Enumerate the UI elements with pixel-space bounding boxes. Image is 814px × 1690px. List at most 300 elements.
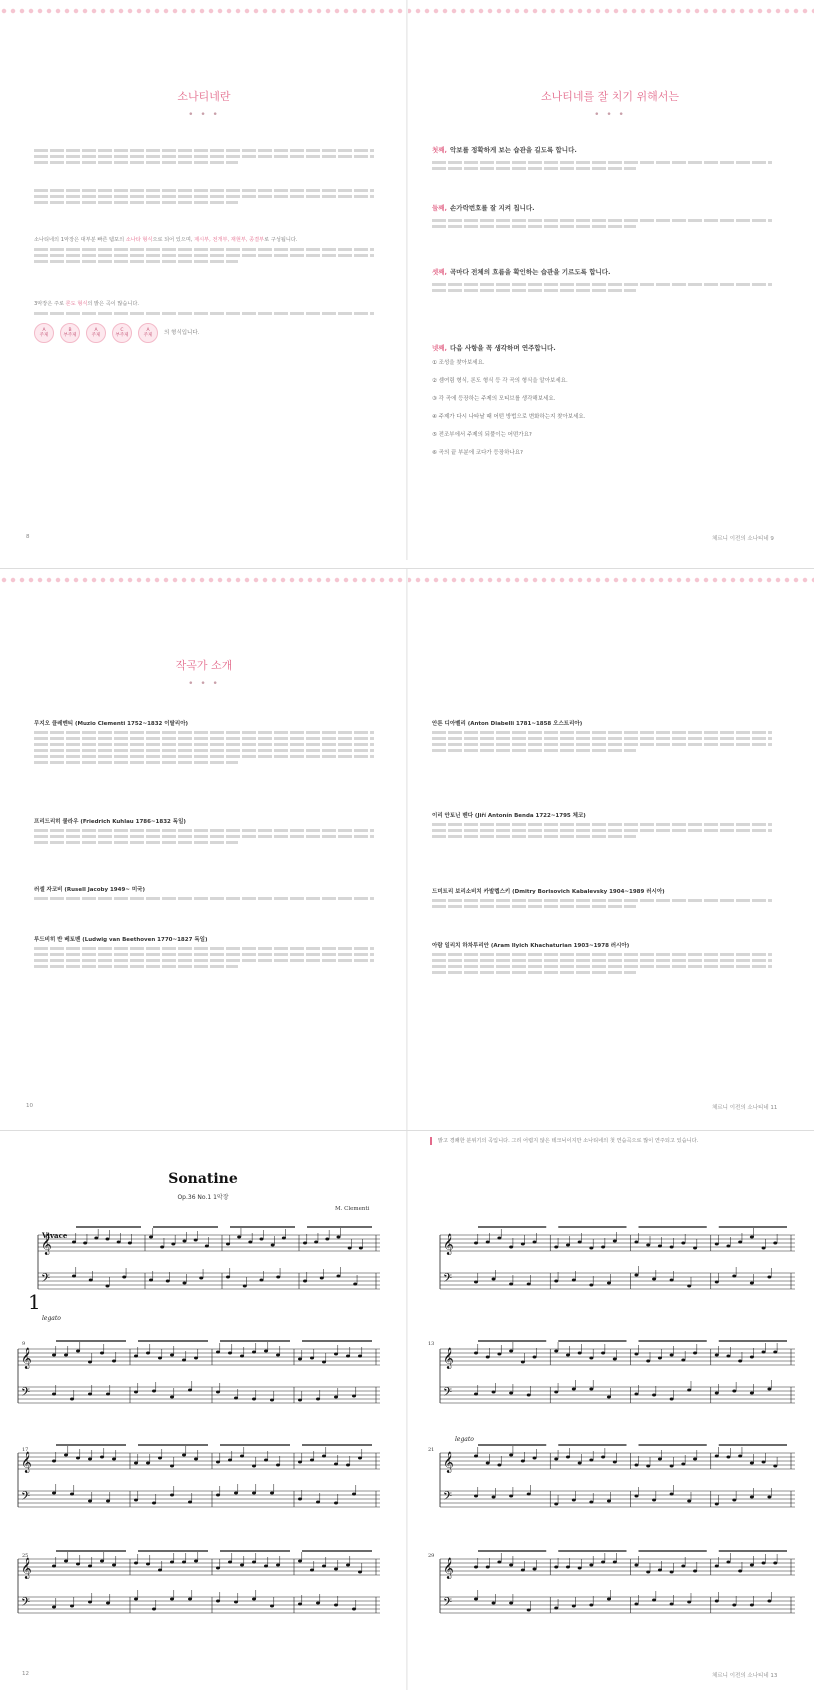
note-head	[334, 1396, 338, 1399]
note-head	[353, 1283, 357, 1286]
note-head	[635, 1603, 639, 1606]
checklist-item: ⑥ 곡의 끝 부분에 코다가 등장하나요?	[432, 450, 523, 456]
note-head	[134, 1499, 138, 1502]
note-head	[117, 1241, 121, 1244]
note-head	[670, 1354, 674, 1357]
note-head	[554, 1280, 558, 1283]
note-head	[670, 1493, 674, 1496]
note-head	[635, 1241, 639, 1244]
composer-entry: 러셀 자코비 (Rusell Jacoby 1949~ 미국)	[34, 885, 374, 903]
note-head	[589, 1564, 593, 1567]
note-head	[226, 1243, 230, 1246]
note-head	[282, 1237, 286, 1240]
note-head	[310, 1459, 314, 1462]
note-head	[88, 1565, 92, 1568]
note-head	[474, 1281, 478, 1284]
note-head	[228, 1561, 232, 1564]
spread-composers	[0, 568, 814, 1131]
note-head	[226, 1276, 230, 1279]
note-head	[738, 1455, 742, 1458]
note-head	[715, 1503, 719, 1506]
note-head	[554, 1503, 558, 1506]
treble-clef: 𝄞	[443, 1348, 454, 1369]
note-head	[52, 1393, 56, 1396]
note-head	[70, 1398, 74, 1401]
note-head	[474, 1566, 478, 1569]
paragraph-4: 3악장은 주로 론도 형식의 밝은 곡이 많습니다. A 주제 B 부주제 A 주제 C 부주제 A 주제 의 형식입니다.	[34, 300, 374, 343]
section-title-sonatina: 소나티네란 • • •	[177, 90, 231, 120]
note-head	[715, 1600, 719, 1603]
note-head	[486, 1241, 490, 1244]
note-head	[635, 1464, 639, 1467]
note-head	[762, 1461, 766, 1464]
note-head	[52, 1460, 56, 1463]
note-head	[773, 1242, 777, 1245]
treble-clef: 𝄞	[443, 1234, 454, 1255]
note-head	[715, 1392, 719, 1395]
note-head	[352, 1608, 356, 1611]
note-head	[320, 1277, 324, 1280]
note-head	[194, 1458, 198, 1461]
note-head	[334, 1353, 338, 1356]
note-head	[738, 1241, 742, 1244]
note-head	[100, 1560, 104, 1563]
checklist-item: ③ 각 곡에 등장하는 주제의 모티브를 생각해보세요.	[432, 396, 556, 402]
note-head	[732, 1275, 736, 1278]
note-head	[88, 1393, 92, 1396]
note-head	[726, 1456, 730, 1459]
note-head	[732, 1499, 736, 1502]
note-head	[352, 1493, 356, 1496]
note-head	[243, 1285, 247, 1288]
grand-staff-brace: 1	[28, 1290, 41, 1314]
note-head	[607, 1500, 611, 1503]
note-head	[322, 1455, 326, 1458]
note-head	[767, 1276, 771, 1279]
note-head	[589, 1604, 593, 1607]
note-head	[149, 1236, 153, 1239]
note-head	[670, 1465, 674, 1468]
note-head	[348, 1247, 352, 1250]
note-head	[170, 1561, 174, 1564]
treble-clef: 𝄞	[443, 1558, 454, 1579]
note-head	[715, 1565, 719, 1568]
note-head	[252, 1351, 256, 1354]
note-head	[658, 1458, 662, 1461]
note-head	[264, 1459, 268, 1462]
note-head	[264, 1565, 268, 1568]
treble-clef: 𝄞	[21, 1452, 32, 1473]
note-head	[554, 1607, 558, 1610]
note-head	[773, 1465, 777, 1468]
note-head	[160, 1246, 164, 1249]
note-head	[314, 1241, 318, 1244]
note-head	[234, 1397, 238, 1400]
note-head	[359, 1247, 363, 1250]
note-head	[474, 1393, 478, 1396]
note-head	[146, 1462, 150, 1465]
note-head	[346, 1564, 350, 1567]
note-head	[497, 1561, 501, 1564]
note-head	[182, 1454, 186, 1457]
note-head	[497, 1353, 501, 1356]
note-head	[106, 1500, 110, 1503]
note-head	[652, 1394, 656, 1397]
note-head	[693, 1458, 697, 1461]
note-head	[589, 1388, 593, 1391]
note-head	[146, 1352, 150, 1355]
bass-clef: 𝄢	[21, 1596, 31, 1612]
note-head	[100, 1352, 104, 1355]
composer-entry: 이리 안토닌 벤다 (Jiří Antonín Benda 1722~1795 체코)	[432, 811, 772, 841]
note-head	[681, 1565, 685, 1568]
note-head	[726, 1245, 730, 1248]
note-head	[572, 1279, 576, 1282]
rondo-form-diagram	[34, 323, 374, 343]
note-head	[474, 1242, 478, 1245]
note-head	[276, 1564, 280, 1567]
note-head	[337, 1236, 341, 1239]
note-head	[492, 1391, 496, 1394]
note-head	[521, 1569, 525, 1572]
note-head	[298, 1358, 302, 1361]
note-head	[188, 1501, 192, 1504]
composer-entry: 아람 일리치 하차투리안 (Aram Ilyich Khachaturian 1903~1978 러시아)	[432, 941, 772, 977]
checklist-item: ⑤ 전조부에서 주제의 되풀이는 어떤가요?	[432, 432, 532, 438]
bass-clef: 𝄢	[21, 1490, 31, 1506]
page-number-right: 체르니 이전의 소나티네 11	[712, 1105, 778, 1111]
note-head	[252, 1398, 256, 1401]
measure-number: 17	[22, 1447, 29, 1453]
note-head	[112, 1458, 116, 1461]
note-head	[337, 1275, 341, 1278]
score-composer: M. Clementi	[335, 1206, 370, 1212]
note-head	[521, 1243, 525, 1246]
bass-clef: 𝄢	[443, 1490, 453, 1506]
note-head	[76, 1457, 80, 1460]
note-head	[234, 1492, 238, 1495]
note-head	[578, 1462, 582, 1465]
note-head	[152, 1390, 156, 1393]
note-head	[334, 1463, 338, 1466]
note-head	[270, 1492, 274, 1495]
note-head	[607, 1598, 611, 1601]
note-head	[276, 1464, 280, 1467]
form-circle: B 부주제	[60, 323, 80, 343]
treble-clef: 𝄞	[21, 1558, 32, 1579]
bass-clef: 𝄢	[443, 1386, 453, 1402]
note-head	[72, 1241, 76, 1244]
note-head	[635, 1353, 639, 1356]
note-head	[216, 1351, 220, 1354]
measure-number: 29	[428, 1553, 435, 1559]
note-head	[601, 1561, 605, 1564]
note-head	[578, 1352, 582, 1355]
note-head	[533, 1457, 537, 1460]
composer-entry: 안톤 디아벨리 (Anton Diabelli 1781~1858 오스트리아)	[432, 719, 772, 755]
note-head	[527, 1283, 531, 1286]
note-head	[566, 1354, 570, 1357]
note-head	[521, 1361, 525, 1364]
note-head	[216, 1391, 220, 1394]
note-head	[715, 1354, 719, 1357]
note-head	[298, 1399, 302, 1402]
note-head	[188, 1598, 192, 1601]
note-head	[106, 1393, 110, 1396]
note-head	[762, 1247, 766, 1250]
note-head	[613, 1240, 617, 1243]
note-head	[572, 1388, 576, 1391]
note-head	[635, 1274, 639, 1277]
note-head	[726, 1355, 730, 1358]
note-head	[474, 1495, 478, 1498]
note-head	[334, 1502, 338, 1505]
note-head	[750, 1392, 754, 1395]
note-head	[687, 1601, 691, 1604]
note-head	[738, 1360, 742, 1363]
section-title-tips: 소나티네를 잘 치기 위해서는 • • •	[540, 90, 679, 120]
page-number-right: 체르니 이전의 소나티네 13	[712, 1673, 778, 1679]
note-head	[670, 1571, 674, 1574]
note-head	[76, 1350, 80, 1353]
note-head	[607, 1282, 611, 1285]
note-head	[264, 1350, 268, 1353]
note-head	[646, 1465, 650, 1468]
checklist-item: ④ 주제가 다시 나타날 때 어떤 방법으로 변화하는지 찾아보세요.	[432, 414, 586, 420]
note-head	[613, 1561, 617, 1564]
note-head	[100, 1456, 104, 1459]
note-head	[474, 1455, 478, 1458]
note-head	[589, 1247, 593, 1250]
note-head	[276, 1354, 280, 1357]
note-head	[216, 1461, 220, 1464]
page-number-left: 8	[26, 534, 30, 540]
note-head	[521, 1460, 525, 1463]
note-head	[492, 1278, 496, 1281]
form-circle: A 주제	[138, 323, 158, 343]
note-head	[572, 1499, 576, 1502]
note-head	[134, 1391, 138, 1394]
note-head	[183, 1282, 187, 1285]
note-head	[670, 1603, 674, 1606]
note-head	[652, 1499, 656, 1502]
note-head	[750, 1356, 754, 1359]
note-head	[237, 1236, 241, 1239]
note-head	[149, 1279, 153, 1282]
note-head	[509, 1602, 513, 1605]
note-head	[112, 1360, 116, 1363]
paragraph-2	[34, 186, 374, 207]
note-head	[152, 1608, 156, 1611]
note-head	[681, 1242, 685, 1245]
note-head	[303, 1242, 307, 1245]
note-head	[687, 1285, 691, 1288]
note-head	[171, 1243, 175, 1246]
note-head	[646, 1360, 650, 1363]
note-head	[497, 1237, 501, 1240]
note-head	[316, 1398, 320, 1401]
note-head	[52, 1492, 56, 1495]
note-head	[750, 1496, 754, 1499]
note-head	[652, 1278, 656, 1281]
bass-clef: 𝄢	[443, 1272, 453, 1288]
note-head	[182, 1359, 186, 1362]
note-head	[533, 1568, 537, 1571]
note-head	[773, 1351, 777, 1354]
note-head	[566, 1244, 570, 1247]
note-head	[170, 1396, 174, 1399]
note-head	[715, 1281, 719, 1284]
note-head	[228, 1459, 232, 1462]
note-head	[486, 1462, 490, 1465]
note-head	[693, 1352, 697, 1355]
note-head	[170, 1354, 174, 1357]
note-head	[509, 1564, 513, 1567]
bass-clef: 𝄢	[41, 1272, 51, 1288]
note-head	[750, 1282, 754, 1285]
note-head	[474, 1598, 478, 1601]
note-head	[298, 1603, 302, 1606]
page-number-left: 12	[22, 1671, 29, 1677]
note-head	[216, 1494, 220, 1497]
note-head	[607, 1396, 611, 1399]
page-gutter	[406, 569, 408, 1131]
composer-entry: 프리드리히 쿨라우 (Friedrich Kuhlau 1786~1832 독일)	[34, 817, 374, 847]
note-head	[635, 1564, 639, 1567]
note-head	[298, 1461, 302, 1464]
note-head	[303, 1280, 307, 1283]
note-head	[492, 1602, 496, 1605]
note-head	[658, 1245, 662, 1248]
note-head	[527, 1394, 531, 1397]
note-head	[276, 1276, 280, 1279]
form-circle: C 부주제	[112, 323, 132, 343]
measure-number: 13	[428, 1341, 435, 1347]
note-head	[652, 1599, 656, 1602]
note-head	[76, 1563, 80, 1566]
note-head	[52, 1354, 56, 1357]
note-head	[762, 1351, 766, 1354]
note-head	[298, 1498, 302, 1501]
note-head	[578, 1241, 582, 1244]
note-head	[316, 1602, 320, 1605]
note-head	[509, 1454, 513, 1457]
form-caption: 의 형식입니다.	[164, 329, 200, 336]
composer-entry: 무지오 클레멘티 (Muzio Clementi 1752~1832 이탈리아)	[34, 719, 374, 767]
note-head	[658, 1569, 662, 1572]
note-head	[509, 1283, 513, 1286]
note-head	[64, 1560, 68, 1563]
note-head	[158, 1569, 162, 1572]
note-head	[566, 1566, 570, 1569]
note-head	[533, 1356, 537, 1359]
note-head	[128, 1242, 132, 1245]
paragraph-1	[34, 146, 374, 167]
note-head	[509, 1495, 513, 1498]
bass-clef: 𝄢	[21, 1386, 31, 1402]
note-head	[240, 1355, 244, 1358]
note-head	[554, 1246, 558, 1249]
treble-clef: 𝄞	[21, 1348, 32, 1369]
note-head	[183, 1240, 187, 1243]
note-head	[182, 1561, 186, 1564]
note-head	[762, 1562, 766, 1565]
practice-note: 밝고 경쾌한 분위기의 곡입니다. 그리 어렵지 않은 테크닉이지만 소나티네의 첫 연습곡으로 많이 연주되고 있습니다.	[430, 1137, 798, 1145]
note-head	[146, 1563, 150, 1566]
note-head	[72, 1275, 76, 1278]
note-head	[89, 1279, 93, 1282]
note-head	[715, 1455, 719, 1458]
note-head	[252, 1598, 256, 1601]
note-head	[94, 1237, 98, 1240]
note-head	[52, 1565, 56, 1568]
treble-clef: 𝄞	[41, 1234, 52, 1255]
note-head	[635, 1495, 639, 1498]
note-head	[194, 1239, 198, 1242]
form-circle: A 주제	[34, 323, 54, 343]
note-head	[88, 1458, 92, 1461]
spread-score	[0, 1130, 814, 1690]
note-head	[635, 1393, 639, 1396]
note-head	[106, 1602, 110, 1605]
note-head	[64, 1454, 68, 1457]
note-head	[170, 1598, 174, 1601]
note-head	[170, 1465, 174, 1468]
note-head	[646, 1571, 650, 1574]
bass-clef: 𝄢	[443, 1596, 453, 1612]
note-head	[670, 1398, 674, 1401]
note-head	[572, 1605, 576, 1608]
sheet-music	[0, 1131, 814, 1690]
note-head	[52, 1606, 56, 1609]
note-head	[346, 1355, 350, 1358]
measure-number: 9	[22, 1341, 26, 1347]
note-head	[726, 1561, 730, 1564]
note-head	[252, 1492, 256, 1495]
checklist-item: ① 조성을 찾아보세요.	[432, 360, 485, 366]
note-head	[687, 1389, 691, 1392]
note-head	[358, 1355, 362, 1358]
note-head	[589, 1357, 593, 1360]
page-number-left: 10	[26, 1103, 33, 1109]
note-head	[693, 1570, 697, 1573]
tip-4: 넷째, 다음 사항을 꼭 생각하며 연주합니다. ① 조성을 찾아보세요. ② 셈여림 형식, 론도 형식 등 각 곡의 형식을 알아보세요. ③ 각 곡에 등장하는 주제의 모티브를 생각해보세요. ④ 주제가 다시 나타날 때 어떤 방법으로 변화하는지 찾아보세요. ⑤ 전조부에서 주제의 되풀이는 어떤가요? ⑥ 곡의 끝 부분에 코다가 등장하나요?	[432, 344, 772, 467]
note-head	[106, 1285, 110, 1288]
note-head	[252, 1561, 256, 1564]
note-head	[88, 1361, 92, 1364]
note-head	[527, 1493, 531, 1496]
note-head	[234, 1601, 238, 1604]
note-head	[693, 1247, 697, 1250]
note-head	[70, 1493, 74, 1496]
note-head	[64, 1354, 68, 1357]
note-head	[750, 1462, 754, 1465]
tip-3: 셋째, 곡마다 전체의 흐름을 확인하는 습관을 기르도록 합니다.	[432, 268, 772, 295]
page-number-right: 체르니 이전의 소나티네 9	[712, 536, 774, 542]
note-head	[767, 1600, 771, 1603]
note-head	[152, 1502, 156, 1505]
note-head	[773, 1562, 777, 1565]
note-head	[270, 1399, 274, 1402]
note-head	[566, 1456, 570, 1459]
measure-number: 25	[22, 1553, 29, 1559]
note-head	[310, 1357, 314, 1360]
note-head	[106, 1238, 110, 1241]
treble-clef: 𝄞	[443, 1452, 454, 1473]
note-head	[216, 1567, 220, 1570]
note-head	[738, 1570, 742, 1573]
note-head	[497, 1464, 501, 1467]
